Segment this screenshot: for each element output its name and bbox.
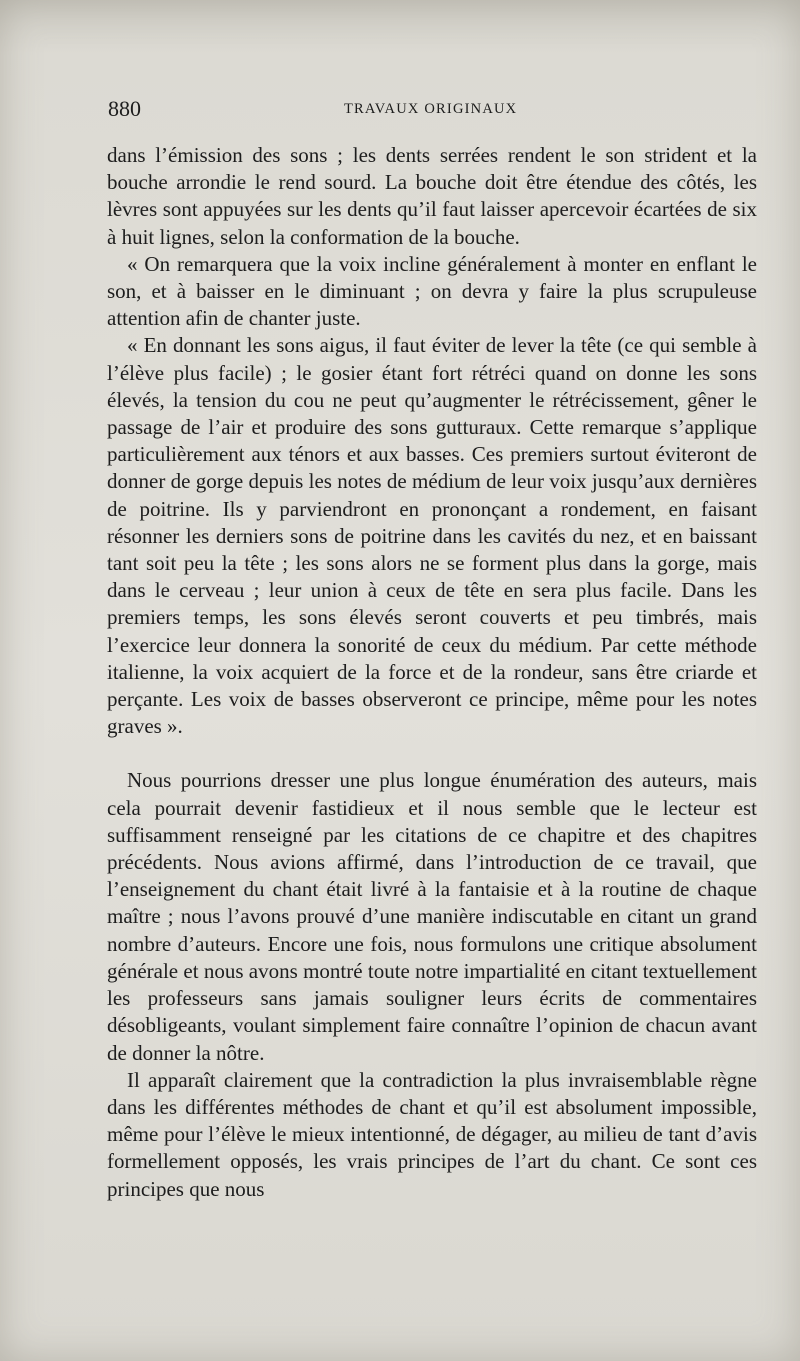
paragraph: « On remarquera que la voix incline généralement à monter en enflant le son, et à baisser en le diminuant ; on devra y faire la plus scrupuleuse attention afin de chanter juste. <box>107 251 757 331</box>
page-number: 880 <box>108 96 141 121</box>
paragraph: Nous pourrions dresser une plus longue énumération des auteurs, mais cela pourrait devenir fastidieux et il nous semble que le lecteur est suffisamment renseigné par les citations de ce chapitre et des chapitres précédents. Nous avions affirmé, dans l’introduction de ce travail, que l’enseignement du chant était livré à la fantaisie et à la routine de chaque maître ; nous l’avons prouvé d’une manière indiscutable en citant un grand nombre d’auteurs. Encore une fois, nous formulons une critique absolument générale et nous avons montré toute notre impartialité en citant textuellement les professeurs sans jamais souligner leurs écrits de commentaires désobligeants, voulant simplement faire connaître l’opinion de chacun avant de donner la nôtre. <box>107 768 757 1065</box>
running-title: TRAVAUX ORIGINAUX <box>344 101 518 117</box>
body-text <box>107 142 757 1203</box>
page-header <box>108 96 760 126</box>
paragraph: dans l’émission des sons ; les dents serrées rendent le son strident et la bouche arrondie le rend sourd. La bouche doit être étendue des côtés, les lèvres sont appuyées sur les dents qu’il faut laisser apercevoir écartées de six à huit lignes, selon la conformation de la bouche. <box>107 143 757 249</box>
paragraph: « En donnant les sons aigus, il faut éviter de lever la tête (ce qui semble à l’élève plus facile) ; le gosier étant fort rétréci quand on donne les sons élevés, la tension du cou ne peut qu’augmenter le rétrécissement, gêner le passage de l’air et produire des sons gutturaux. Cette remarque s’applique particulièrement aux ténors et aux basses. Ces premiers surtout éviteront de donner de gorge depuis les notes de médium de leur voix jusqu’aux dernières de poitrine. Ils y parviendront en prononçant a rondement, en faisant résonner les derniers sons de poitrine dans les cavités du nez, et en baissant tant soit peu la tête ; les sons alors ne se forment plus dans la gorge, mais dans le cerveau ; leur union à ceux de tête en sera plus facile. Dans les premiers temps, les sons élevés seront couverts et peu timbrés, mais l’exercice leur donnera la sonorité de ceux du médium. Par cette méthode italienne, la voix acquiert de la force et de la rondeur, sans être criarde et perçante. Les voix de basses observeront ce principe, même pour les notes graves ». <box>107 333 757 739</box>
paragraph: Il apparaît clairement que la contradiction la plus invraisemblable règne dans les différentes méthodes de chant et qu’il est absolument impossible, même pour l’élève le mieux intentionné, de dégager, au milieu de tant d’avis formellement opposés, les vrais principes de l’art du chant. Ce sont ces principes que nous <box>107 1067 757 1201</box>
